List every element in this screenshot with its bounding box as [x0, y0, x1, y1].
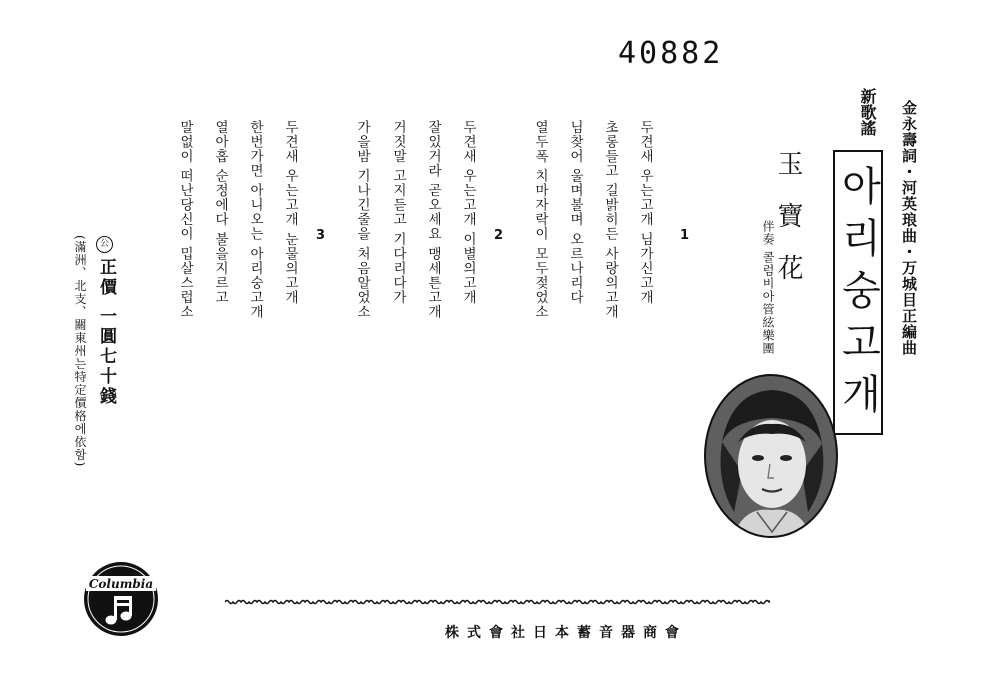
columbia-logo: [82, 560, 160, 642]
verse-number-1: 1: [680, 228, 690, 243]
lyric-line: 가을밤 기나긴줄을 처음알었소: [354, 120, 370, 320]
logo-text: Columbia: [88, 577, 154, 591]
singer-photo: [702, 372, 840, 544]
accompaniment: 伴奏 콜럼비아管絃樂團: [761, 220, 775, 355]
record-number: 40882: [618, 36, 724, 71]
lyric-line: 말없이 떠난당신이 밉살스럽소: [177, 120, 193, 320]
price-note: (滿洲、北支、關東州는特定價格에依함): [73, 235, 87, 468]
lyric-line: 잘있거라 곧오세요 맹세튼고개: [425, 120, 441, 320]
wavy-divider: [225, 594, 770, 614]
lyric-line: 두견새 우는고개 눈물의고개: [282, 120, 298, 305]
credits: 金永壽詞・河英琅曲・万城目正編曲: [900, 100, 918, 356]
price: 正價 一圓七十錢: [96, 258, 116, 407]
lyric-line: 거짓말 고지듣고 기다리다가: [390, 120, 406, 305]
lyric-line: 초롱들고 길밝히든 사랑의고개: [602, 120, 618, 320]
lyric-line: 님찾어 울며불며 오르나리다: [567, 120, 583, 305]
lyric-line: 한번가면 아니오는 아리숭고개: [247, 120, 263, 320]
lyric-line: 두견새 우는고개 이별의고개: [460, 120, 476, 305]
verse-number-2: 2: [494, 228, 504, 243]
publisher: 株式會社日本蓄音器商會: [445, 625, 687, 641]
lyric-line: 열두폭 치마자락이 모두젖었소: [532, 120, 548, 320]
title-box: [833, 150, 883, 435]
lyric-line: 열아홉 순정에다 불을지르고: [212, 120, 228, 305]
genre-label: 新歌謠: [858, 88, 877, 136]
singer-name: 玉寶花: [773, 150, 803, 306]
song-title: 아리숭고개: [835, 164, 881, 425]
circle-mark: 公: [96, 236, 113, 253]
verse-number-3: 3: [316, 228, 326, 243]
lyric-line: 두견새 우는고개 님가신고개: [637, 120, 653, 305]
